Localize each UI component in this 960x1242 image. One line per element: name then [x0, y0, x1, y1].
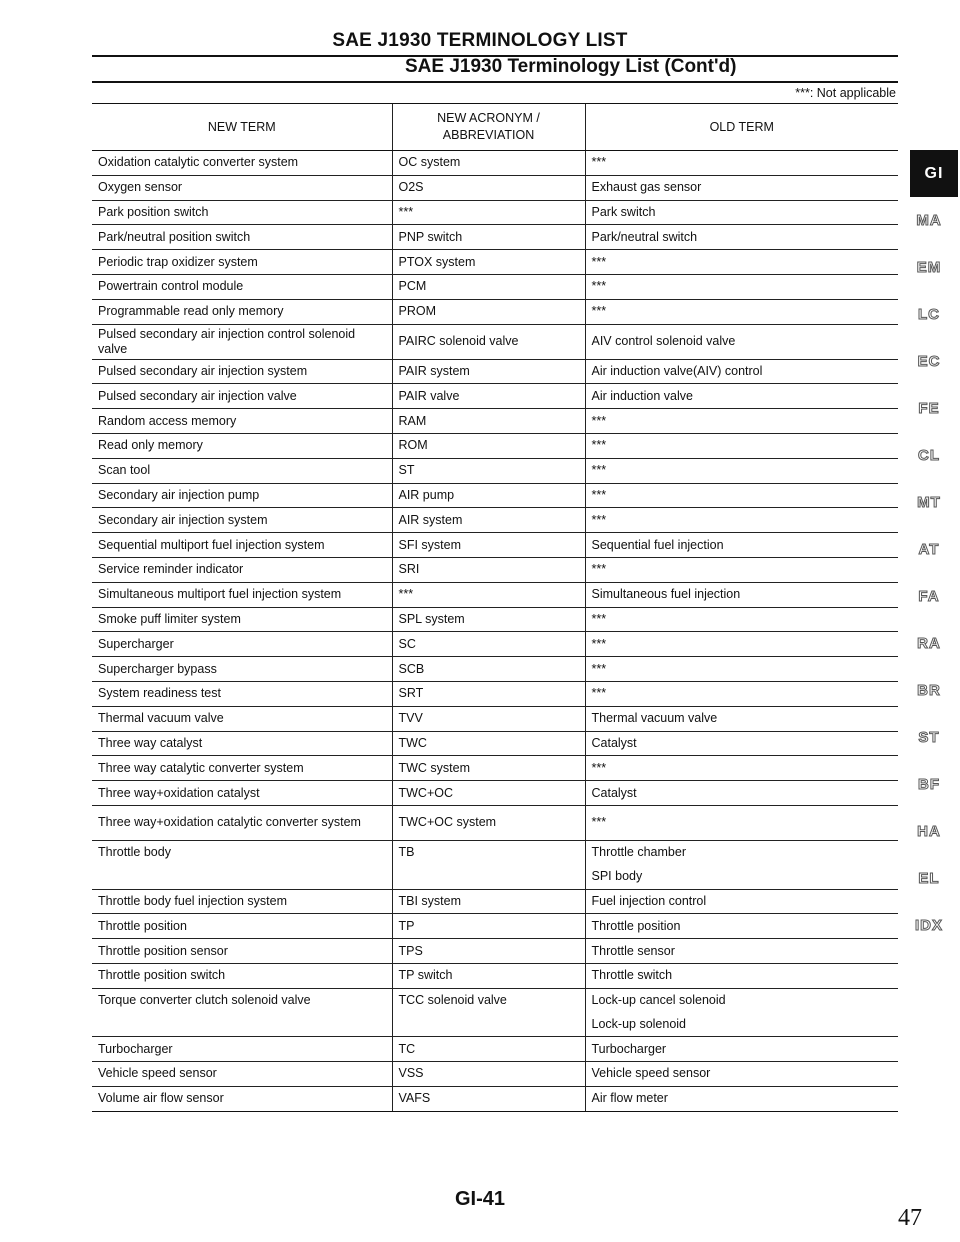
old-term-cell: Turbocharger: [585, 1037, 898, 1062]
acronym-cell: RAM: [392, 409, 585, 434]
new-term-cell: Throttle body: [98, 845, 171, 860]
acronym-cell: TWC: [392, 731, 585, 756]
acronym-cell: SRI: [392, 557, 585, 582]
acronym-cell: PROM: [392, 299, 585, 324]
old-term-cell: ***: [585, 250, 898, 275]
table-row: [92, 781, 898, 806]
new-term-cell: Scan tool: [92, 458, 392, 483]
section-tab-fa[interactable]: FA: [918, 588, 940, 605]
column-header-old-term: OLD TERM: [585, 104, 898, 151]
new-term-cell: [92, 865, 392, 889]
table-header-row: [92, 104, 898, 151]
table-row: [92, 706, 898, 731]
new-term-cell: [92, 1013, 392, 1037]
old-term-cell: SPI body: [585, 865, 898, 889]
new-term-cell: Supercharger bypass: [92, 657, 392, 682]
table-row: [92, 557, 898, 582]
table-row: [92, 274, 898, 299]
old-term-cell: Park switch: [585, 200, 898, 225]
acronym-cell: TWC system: [392, 756, 585, 781]
table-row: [92, 582, 898, 607]
table-row: [92, 1013, 898, 1037]
new-term-cell: Powertrain control module: [92, 274, 392, 299]
table-row: [92, 433, 898, 458]
new-term-cell: Three way+oxidation catalyst: [92, 781, 392, 806]
acronym-cell: PNP switch: [392, 225, 585, 250]
table-row: [92, 151, 898, 176]
old-term-cell: Catalyst: [585, 731, 898, 756]
new-term-cell: Pulsed secondary air injection valve: [92, 384, 392, 409]
acronym-cell: VAFS: [392, 1086, 585, 1111]
section-tab-br[interactable]: BR: [917, 682, 941, 699]
table-row: [92, 533, 898, 558]
new-term-cell: Three way+oxidation catalytic converter system: [92, 805, 392, 840]
section-tab-ec[interactable]: EC: [917, 353, 941, 370]
old-term-cell: ***: [585, 681, 898, 706]
new-term-cell: Three way catalyst: [92, 731, 392, 756]
acronym-cell: PAIR valve: [392, 384, 585, 409]
old-term-cell: Simultaneous fuel injection: [585, 582, 898, 607]
acronym-cell: SPL system: [392, 607, 585, 632]
acronym-cell: [392, 1013, 585, 1037]
page-number: 47: [898, 1205, 922, 1231]
terminology-table: [92, 103, 898, 1112]
old-term-cell: Throttle sensor: [585, 939, 898, 964]
old-term-cell: ***: [585, 151, 898, 176]
new-term-cell: Park position switch: [92, 200, 392, 225]
acronym-cell: TC: [392, 1037, 585, 1062]
new-term-cell: Programmable read only memory: [92, 299, 392, 324]
section-tab-st[interactable]: ST: [918, 729, 940, 746]
section-tab-mt[interactable]: MT: [917, 494, 941, 511]
old-term-cell: ***: [585, 483, 898, 508]
table-row: [92, 409, 898, 434]
section-tab-fe[interactable]: FE: [918, 400, 940, 417]
old-term-cell: Fuel injection control: [585, 889, 898, 914]
acronym-cell: SC: [392, 632, 585, 657]
column-header-new-acronym: [392, 104, 585, 151]
section-tab-lc[interactable]: LC: [918, 306, 940, 323]
new-term-cell: Secondary air injection system: [92, 508, 392, 533]
section-tab-at[interactable]: AT: [918, 541, 940, 558]
section-tab-em[interactable]: EM: [916, 259, 942, 276]
section-title: SAE J1930 TERMINOLOGY LIST: [332, 30, 628, 51]
old-term-cell: ***: [585, 409, 898, 434]
new-term-cell: Pulsed secondary air injection control solenoid valve: [92, 324, 392, 359]
section-tab-cl[interactable]: CL: [918, 447, 940, 464]
acronym-cell: ***: [392, 582, 585, 607]
table-row: [92, 914, 898, 939]
new-term-cell: Torque converter clutch solenoid valve: [98, 993, 311, 1008]
old-term-cell: ***: [585, 632, 898, 657]
acronym-cell: SFI system: [392, 533, 585, 558]
table-row: [92, 359, 898, 384]
table-row: [92, 225, 898, 250]
page-code: GI-41: [454, 1188, 506, 1210]
new-term-cell: Volume air flow sensor: [92, 1086, 392, 1111]
new-term-cell: Sequential multiport fuel injection system: [92, 533, 392, 558]
new-term-cell: Smoke puff limiter system: [92, 607, 392, 632]
acronym-cell: ROM: [392, 433, 585, 458]
not-applicable-note: ***: Not applicable: [795, 86, 896, 100]
acronym-cell: SCB: [392, 657, 585, 682]
section-tab-strip: [898, 150, 960, 949]
acronym-cell: [392, 865, 585, 889]
page-subtitle: SAE J1930 Terminology List (Cont'd): [405, 56, 737, 77]
section-tab-ha[interactable]: HA: [917, 823, 941, 840]
section-tab-gi[interactable]: GI: [910, 150, 958, 197]
acronym-cell: TP: [392, 914, 585, 939]
old-term-cell: Air induction valve(AIV) control: [585, 359, 898, 384]
section-tab-ma[interactable]: MA: [916, 212, 942, 229]
table-row: [92, 175, 898, 200]
old-term-cell: Air flow meter: [585, 1086, 898, 1111]
old-term-cell: Sequential fuel injection: [585, 533, 898, 558]
new-term-cell: Throttle position switch: [92, 963, 392, 988]
old-term-cell: Exhaust gas sensor: [585, 175, 898, 200]
table-row: [92, 508, 898, 533]
old-term-cell: Throttle position: [585, 914, 898, 939]
acronym-cell: O2S: [392, 175, 585, 200]
column-header-new-acronym-text: NEW ACRONYM / ABBREVIATION: [437, 111, 540, 142]
new-term-cell: Service reminder indicator: [92, 557, 392, 582]
table-row: [92, 607, 898, 632]
table-row: [92, 731, 898, 756]
table-row: [92, 384, 898, 409]
new-term-cell: Thermal vacuum valve: [92, 706, 392, 731]
old-term-cell: Vehicle speed sensor: [585, 1062, 898, 1087]
acronym-cell: PAIRC solenoid valve: [392, 324, 585, 359]
acronym-cell: TPS: [392, 939, 585, 964]
old-term-cell: Lock-up solenoid: [585, 1013, 898, 1037]
old-term-cell: ***: [585, 756, 898, 781]
old-term-cell: Thermal vacuum valve: [585, 706, 898, 731]
new-term-cell: Supercharger: [92, 632, 392, 657]
new-term-cell: Oxygen sensor: [92, 175, 392, 200]
table-row: [92, 756, 898, 781]
new-term-cell: Throttle position: [92, 914, 392, 939]
new-term-cell: Three way catalytic converter system: [92, 756, 392, 781]
new-term-cell: Vehicle speed sensor: [92, 1062, 392, 1087]
acronym-cell: TVV: [392, 706, 585, 731]
old-term-cell: ***: [585, 299, 898, 324]
table-row: [92, 1062, 898, 1087]
acronym-cell: OC system: [392, 151, 585, 176]
acronym-cell: ST: [392, 458, 585, 483]
old-term-cell: Throttle switch: [585, 963, 898, 988]
old-term-cell: ***: [585, 508, 898, 533]
new-term-cell: Read only memory: [92, 433, 392, 458]
acronym-cell: ***: [392, 200, 585, 225]
new-term-cell: Random access memory: [92, 409, 392, 434]
old-term-cell: ***: [585, 805, 898, 840]
acronym-cell: PAIR system: [392, 359, 585, 384]
table-row: [92, 1086, 898, 1111]
section-tab-el[interactable]: EL: [918, 870, 940, 887]
table-row: [92, 299, 898, 324]
acronym-cell: VSS: [392, 1062, 585, 1087]
acronym-cell: TWC+OC: [392, 781, 585, 806]
new-term-cell: Oxidation catalytic converter system: [92, 151, 392, 176]
table-row: [92, 988, 898, 1012]
old-term-cell: Catalyst: [585, 781, 898, 806]
acronym-cell: SRT: [392, 681, 585, 706]
table-row: [92, 483, 898, 508]
old-term-cell: ***: [585, 433, 898, 458]
old-term-cell: ***: [585, 557, 898, 582]
old-term-cell: Lock-up cancel solenoid: [585, 988, 898, 1012]
acronym-cell: TCC solenoid valve: [392, 988, 585, 1012]
new-term-cell: Pulsed secondary air injection system: [92, 359, 392, 384]
section-tab-idx[interactable]: IDX: [914, 917, 943, 934]
subtitle-rule: [92, 81, 898, 83]
table-row: [92, 865, 898, 889]
table-row: [92, 324, 898, 359]
table-row: [92, 963, 898, 988]
acronym-cell: AIR pump: [392, 483, 585, 508]
old-term-cell: AIV control solenoid valve: [585, 324, 898, 359]
new-term-cell: Park/neutral position switch: [92, 225, 392, 250]
table-row: [92, 939, 898, 964]
new-term-cell: Periodic trap oxidizer system: [92, 250, 392, 275]
table-row: [92, 657, 898, 682]
new-term-cell: Throttle body fuel injection system: [92, 889, 392, 914]
old-term-cell: ***: [585, 657, 898, 682]
table-row: [92, 681, 898, 706]
section-tab-bf[interactable]: BF: [918, 776, 940, 793]
old-term-cell: ***: [585, 274, 898, 299]
acronym-cell: AIR system: [392, 508, 585, 533]
old-term-cell: Park/neutral switch: [585, 225, 898, 250]
acronym-cell: TP switch: [392, 963, 585, 988]
table-row: [92, 805, 898, 840]
acronym-cell: TBI system: [392, 889, 585, 914]
acronym-cell: TWC+OC system: [392, 805, 585, 840]
section-tab-ra[interactable]: RA: [917, 635, 941, 652]
column-header-new-term: NEW TERM: [92, 104, 392, 151]
new-term-cell: Simultaneous multiport fuel injection system: [92, 582, 392, 607]
table-row: [92, 250, 898, 275]
old-term-cell: Air induction valve: [585, 384, 898, 409]
table-row: [92, 1037, 898, 1062]
acronym-cell: PTOX system: [392, 250, 585, 275]
table-row: [92, 889, 898, 914]
new-term-cell: Secondary air injection pump: [92, 483, 392, 508]
old-term-cell: Throttle chamber: [585, 840, 898, 864]
new-term-cell: Turbocharger: [92, 1037, 392, 1062]
table-row: [92, 200, 898, 225]
old-term-cell: ***: [585, 458, 898, 483]
acronym-cell: PCM: [392, 274, 585, 299]
table-row: [92, 458, 898, 483]
new-term-cell: System readiness test: [92, 681, 392, 706]
table-row: [92, 840, 898, 864]
new-term-cell: Throttle position sensor: [92, 939, 392, 964]
table-row: [92, 632, 898, 657]
old-term-cell: ***: [585, 607, 898, 632]
acronym-cell: TB: [392, 840, 585, 864]
